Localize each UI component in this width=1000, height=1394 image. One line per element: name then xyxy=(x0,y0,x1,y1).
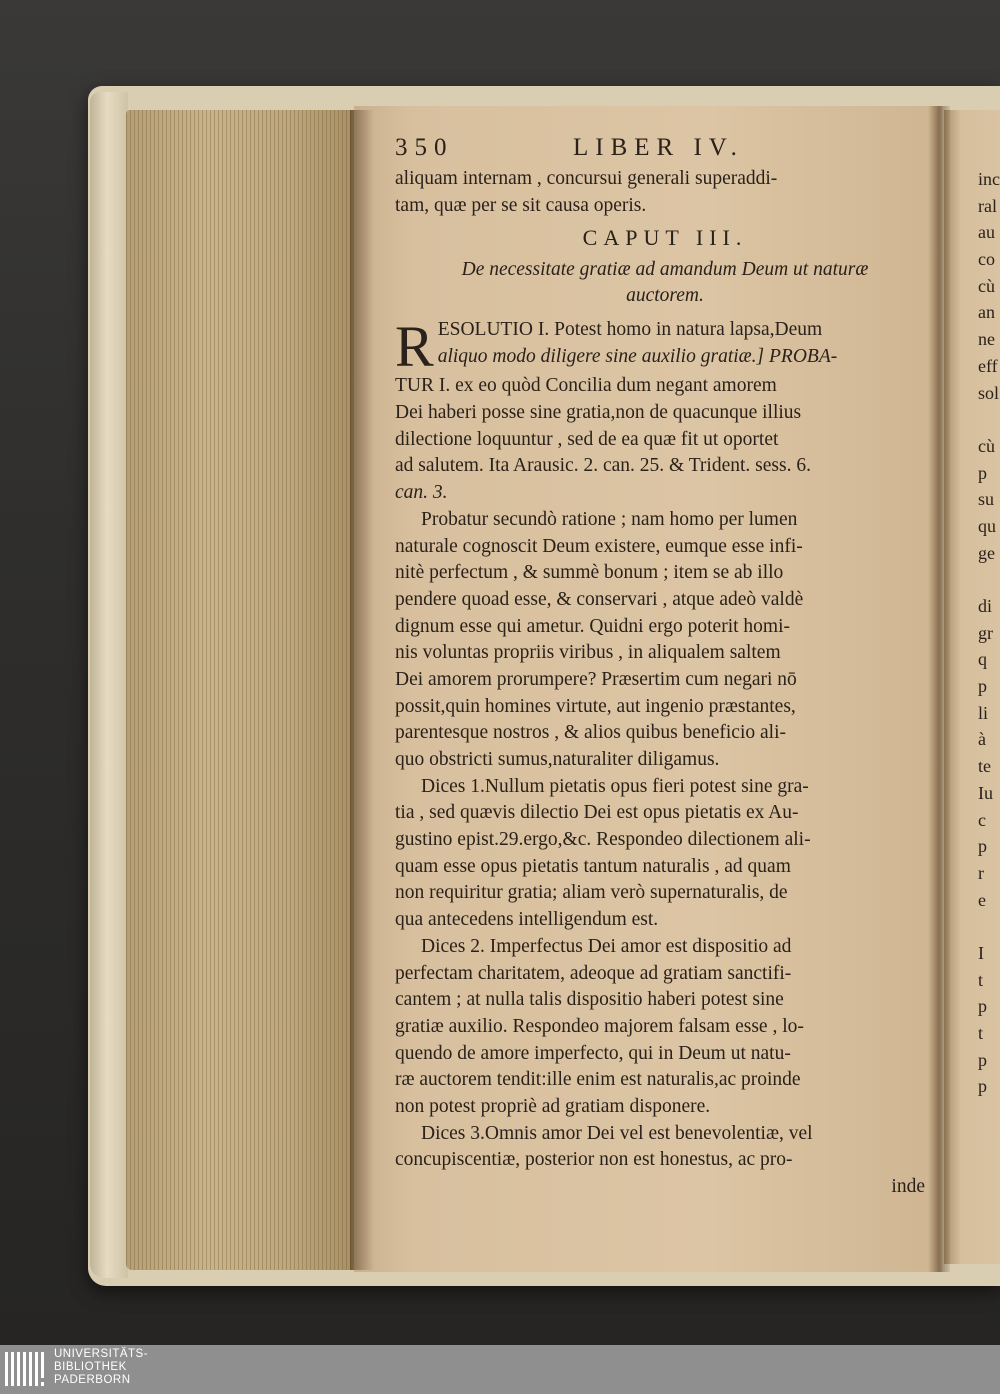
right-page-fragment: sol xyxy=(978,382,1000,403)
text-line: Probatur secundò ratione ; nam homo per lumen xyxy=(421,508,798,530)
library-name-line: PADERBORN xyxy=(54,1374,131,1386)
resolutio-text: ESOLUTIO I. Potest homo in natura lapsa,Deum xyxy=(437,319,823,341)
text-line xyxy=(395,317,935,344)
text-line: parentesque nostros , & alios quibus beneficio ali- xyxy=(395,722,786,744)
text-line: qua antecedens intelligendum est. xyxy=(395,909,659,931)
catchword: inde xyxy=(891,1176,925,1197)
text-line: TUR I. ex eo quòd Concilia dum negant amorem xyxy=(395,375,777,397)
right-page-fragment: cù xyxy=(978,275,995,296)
right-page-fragment: p xyxy=(978,996,987,1017)
right-page-fragment: gr xyxy=(978,622,993,643)
right-page-fragment: di xyxy=(978,596,993,616)
text-line: cantem ; at nulla talis dispositio haberi potest sine xyxy=(395,989,784,1011)
chapter-subtitle-cont: auctorem. xyxy=(626,285,704,307)
right-page-fragment: p xyxy=(978,836,987,857)
chapter-subtitle: De necessitate gratiæ ad amandum Deum ut naturæ xyxy=(461,259,869,281)
text-line: concupiscentiæ, posterior non est honestus, ac pro- xyxy=(395,1149,793,1171)
library-name-line: UNIVERSITÄTS- xyxy=(54,1348,149,1360)
text-line: Dei haberi posse sine gratia,non de quacunque illius xyxy=(395,402,802,424)
right-page-fragment: inc xyxy=(978,169,1000,189)
cover-edge xyxy=(90,92,128,1278)
right-page-fragment: su xyxy=(978,489,995,510)
right-page-fragment: ral xyxy=(978,195,997,216)
text-line: Dices 2. Imperfectus Dei amor est dispositio ad xyxy=(421,935,792,957)
right-page-fragment: p xyxy=(978,1049,987,1070)
text-line: quendo de amore imperfecto, qui in Deum ut natu- xyxy=(395,1042,791,1064)
resolutio-text: aliquo modo diligere sine auxilio gratiæ.] PROBA- xyxy=(437,346,838,368)
right-page-fragment: li xyxy=(978,702,989,723)
chapter-heading: CAPUT III. xyxy=(582,225,748,251)
text-line: naturale cognoscit Deum existere, eumque esse infi- xyxy=(395,535,803,557)
text-line: dilectione loquuntur , sed de ea quæ fit ut oportet xyxy=(395,428,779,450)
text-line: Dices 3.Omnis amor Dei vel est benevolentiæ, vel xyxy=(421,1122,813,1144)
right-page-fragment: c xyxy=(978,809,986,830)
right-page-fragment xyxy=(978,566,1000,593)
text-line: Dei amorem prorumpere? Præsertim cum negari nō xyxy=(395,668,797,690)
right-page-fragment: e xyxy=(978,889,986,910)
right-page-fragment: te xyxy=(978,756,991,777)
page-edge-shadow xyxy=(350,110,374,1270)
page-stack-edge xyxy=(126,110,358,1270)
right-page-fragment xyxy=(978,913,1000,940)
text-line: possit,quin homines virtute, aut ingenio præstantes, xyxy=(395,695,796,717)
text-line: aliquam internam , concursui generali superaddi- xyxy=(395,168,778,189)
right-page-fragment: Iu xyxy=(978,782,993,803)
right-page-fragment: à xyxy=(978,729,986,750)
library-name xyxy=(54,1348,148,1387)
right-page-fragment: p xyxy=(978,676,987,697)
right-page-fragment: p xyxy=(978,1076,987,1097)
text-line: gratiæ auxilio. Respondeo majorem falsam esse , lo- xyxy=(395,1015,804,1037)
right-page-fragment: t xyxy=(978,1023,984,1043)
page-number: 350 xyxy=(395,134,454,161)
right-page-fragment: I xyxy=(978,942,984,963)
right-page-fragments xyxy=(978,166,1000,1100)
right-page-fragment: co xyxy=(978,249,995,270)
library-name-line: BIBLIOTHEK xyxy=(54,1361,127,1373)
right-page-fragment: an xyxy=(978,302,995,323)
right-page-fragment: q xyxy=(978,649,987,670)
right-page-fragment: cù xyxy=(978,435,995,456)
running-head xyxy=(395,134,930,168)
right-page-fragment: ge xyxy=(978,542,995,563)
right-page-fragment: r xyxy=(978,862,984,883)
right-page-fragment: au xyxy=(978,222,995,243)
text-line: pendere quoad esse, & conservari , atque adeò valdè xyxy=(395,588,804,610)
page-text xyxy=(395,166,935,1201)
right-page-fragment: eff xyxy=(978,355,998,376)
text-line: nis voluntas propriis viribus , in aliqualem saltem xyxy=(395,642,781,664)
right-page-fragment xyxy=(978,406,1000,433)
text-line: gustino epist.29.ergo,&c. Respondeo dilectionem ali- xyxy=(395,829,811,851)
text-line: Dices 1.Nullum pietatis opus fieri potest sine gra- xyxy=(421,775,809,797)
text-line: non potest propriè ad gratiam disponere. xyxy=(395,1095,711,1117)
text-line: can. 3. xyxy=(395,482,448,504)
right-page-fragment: t xyxy=(978,969,984,990)
text-line xyxy=(395,344,935,371)
text-line: perfectam charitatem, adeoque ad gratiam sanctifi- xyxy=(395,962,792,984)
text-line: ræ auctorem tendit:ille enim est naturalis,ac proinde xyxy=(395,1069,801,1091)
text-line: quo obstricti sumus,naturaliter diligamus. xyxy=(395,749,720,770)
text-line: dignum esse qui ametur. Quidni ergo poterit homi- xyxy=(395,615,790,637)
drop-capital: R xyxy=(395,314,434,380)
text-line: nitè perfectum , & summè bonum ; item se ab illo xyxy=(395,562,784,584)
text-line: non requiritur gratia; aliam verò supernaturalis, de xyxy=(395,882,788,904)
right-page-fragment: ne xyxy=(978,329,995,350)
text-line: tia , sed quævis dilectio Dei est opus pietatis ex Au- xyxy=(395,802,799,824)
running-title: LIBER IV. xyxy=(573,134,744,161)
right-page-fragment: p xyxy=(978,462,987,483)
right-page-fragment: qu xyxy=(978,515,996,536)
library-logo-icon xyxy=(2,1349,46,1391)
text-line: tam, quæ per se sit causa operis. xyxy=(395,194,647,216)
library-footer xyxy=(0,1345,1000,1394)
text-line: quam esse opus pietatis tantum naturalis , ad quam xyxy=(395,855,791,877)
text-line: ad salutem. Ita Arausic. 2. can. 25. & Trident. sess. 6. xyxy=(395,455,811,477)
